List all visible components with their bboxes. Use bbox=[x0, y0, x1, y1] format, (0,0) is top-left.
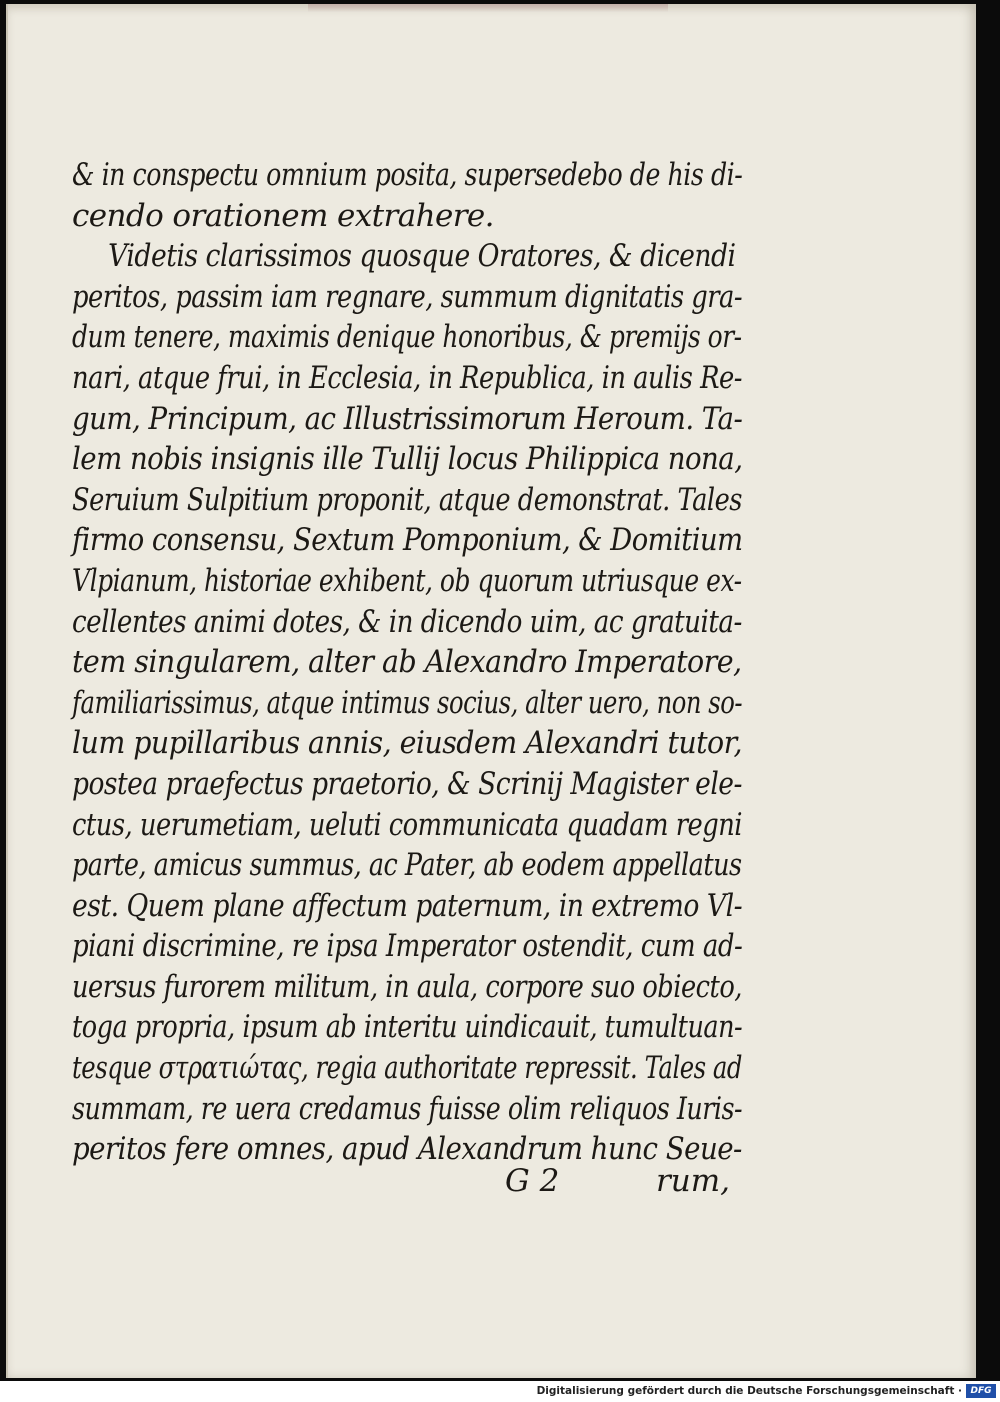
dfg-logo-icon: DFG bbox=[966, 1384, 996, 1398]
text-line: cellentes animi dotes, & in dicendo uim, ac gratuita- bbox=[72, 603, 742, 640]
text-line: Vlpianum, historiae exhibent, ob quorum utriusque ex- bbox=[72, 562, 742, 599]
text-line: lem nobis insignis ille Tullij locus Philippica nona, bbox=[72, 441, 743, 478]
text-line: uersus furorem militum, in aula, corpore suo obiecto, bbox=[72, 968, 742, 1005]
text-line: toga propria, ipsum ab interitu uindicauit, tumultuan- bbox=[72, 1009, 743, 1046]
text-line: dum tenere, maximis denique honoribus, & premijs or- bbox=[72, 319, 742, 356]
signature-mark: G 2 bbox=[505, 1163, 560, 1199]
text-line: familiarissimus, atque intimus socius, alter uero, non so- bbox=[72, 684, 743, 721]
text-line: summam, re uera credamus fuisse olim reliquos Iuris- bbox=[72, 1090, 743, 1127]
text-line: firmo consensu, Sextum Pomponium, & Domitium bbox=[72, 522, 743, 559]
text-line: piani discrimine, re ipsa Imperator ostendit, cum ad- bbox=[72, 928, 743, 965]
text-line: lum pupillaribus annis, eiusdem Alexandri tutor, bbox=[72, 725, 743, 762]
text-line: parte, amicus summus, ac Pater, ab eodem appellatus bbox=[72, 847, 742, 884]
credit-text: Digitalisierung gefördert durch die Deutsche Forschungsgemeinschaft · bbox=[536, 1385, 962, 1397]
text-line: Seruium Sulpitium proponit, atque demonstrat. Tales bbox=[72, 481, 742, 518]
text-line: postea praefectus praetorio, & Scrinij Magister ele- bbox=[72, 765, 742, 802]
text-line: peritos fere omnes, apud Alexandrum hunc Seue- bbox=[72, 1131, 742, 1168]
text-line: tesque στρατιώτας, regia authoritate repressit. Tales ad bbox=[72, 1050, 743, 1087]
credit-bar bbox=[0, 1381, 1000, 1402]
text-line: peritos, passim iam regnare, summum dignitatis gra- bbox=[72, 278, 743, 315]
page-text bbox=[72, 155, 742, 1170]
text-line: cendo orationem extrahere. bbox=[72, 197, 494, 234]
text-line: nari, atque frui, in Ecclesia, in Republica, in aulis Re- bbox=[72, 359, 742, 396]
page-stain bbox=[308, 4, 668, 12]
text-line: ctus, uerumetiam, ueluti communicata quadam regni bbox=[72, 806, 743, 843]
text-line: tem singularem, alter ab Alexandro Imperatore, bbox=[72, 644, 742, 681]
text-line: Videtis clarissimos quosque Oratores, & dicendi bbox=[108, 238, 736, 275]
text-line: gum, Principum, ac Illustrissimorum Heroum. Ta- bbox=[72, 400, 743, 437]
catchword: rum, bbox=[655, 1163, 730, 1199]
text-line: est. Quem plane affectum paternum, in extremo Vl- bbox=[72, 887, 743, 924]
page-footer bbox=[505, 1163, 750, 1205]
text-line: & in conspectu omnium posita, supersedebo de his di- bbox=[72, 157, 743, 193]
